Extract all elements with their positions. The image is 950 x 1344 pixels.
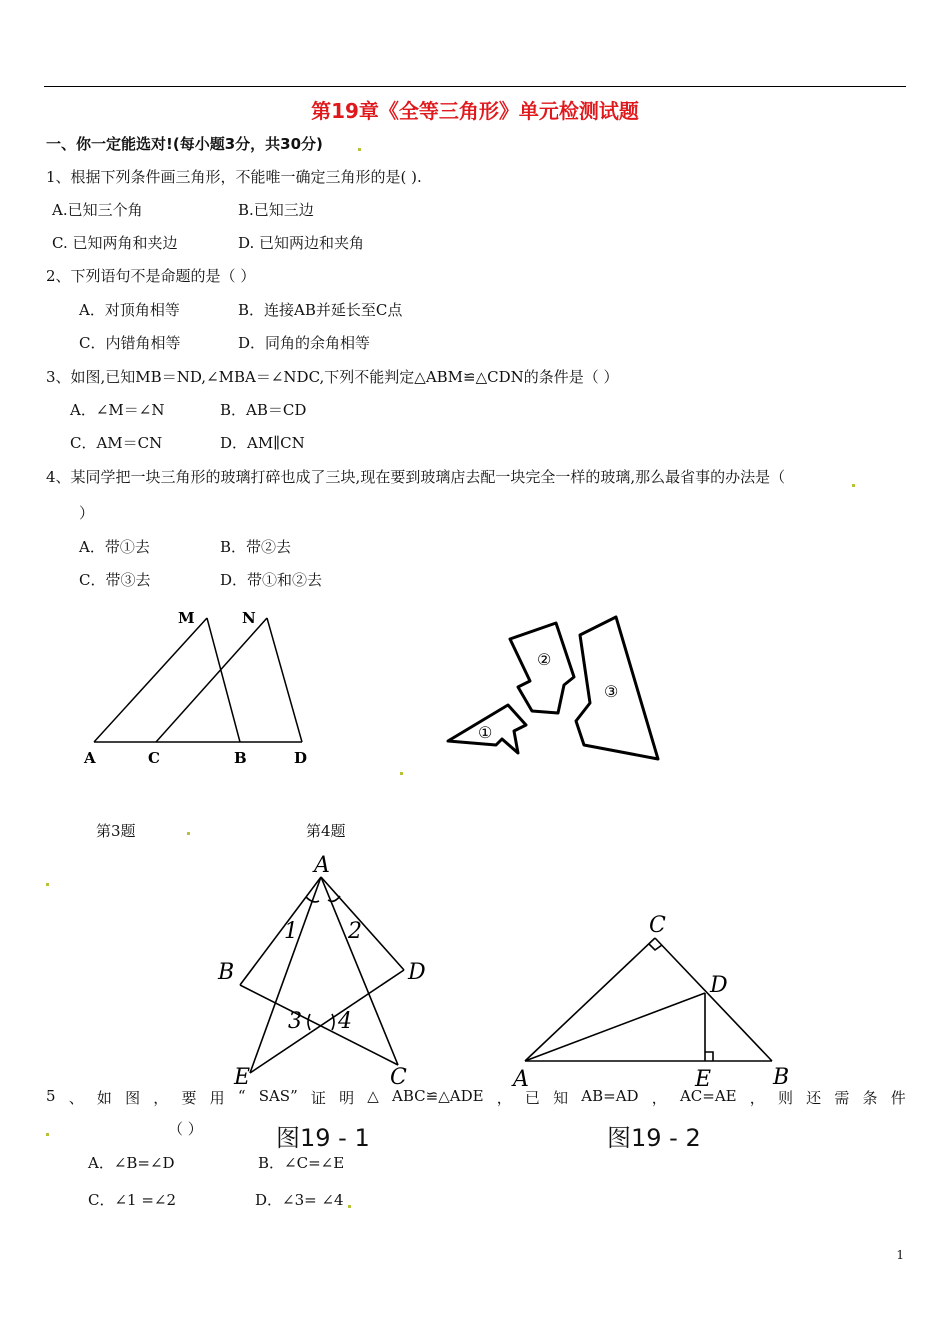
figure-q3 [80,605,330,775]
q5-char: ， [651,1089,667,1107]
q5-char: ， [153,1089,169,1107]
question-3-stem: 3、如图,已知MB＝ND,∠MBA＝∠NDC,下列不能判定△ABM≌△CDN的条件是（ ） [46,368,619,386]
label-a: A [84,749,96,767]
speck [46,883,49,886]
q2-option-a: A．对顶角相等 [79,301,180,319]
question-5-stem-cont: （ ） [168,1120,203,1138]
q5-char: 已 [524,1089,540,1107]
q5-char: 如 [96,1089,112,1107]
top-rule [44,86,906,87]
label-n: N [242,609,256,627]
label-angle-2: 2 [348,919,362,944]
q3-option-c: C．AM＝CN [70,434,163,452]
q5-char: 还 [806,1089,822,1107]
q2-option-c: C．内错角相等 [79,334,181,352]
q5-char: △ [367,1087,379,1105]
q5-char: ， [496,1089,512,1107]
q4-option-b: B．带②去 [220,538,292,556]
speck [348,1205,351,1208]
q5-char: 5 [46,1087,56,1105]
q1-option-b: B.已知三边 [238,201,314,219]
label-e: E [695,1067,712,1088]
label-d: D [408,960,426,985]
q5-char: “ [237,1087,246,1105]
speck [852,484,855,487]
speck [187,832,190,835]
q5-char: SAS” [258,1087,298,1105]
figure-q4 [440,605,670,780]
label-angle-4: 4 [338,1009,352,1034]
label-piece-2: ② [537,650,552,669]
speck [46,1133,49,1136]
q2-option-b: B．连接AB并延长至C点 [238,301,403,319]
speck [358,148,361,151]
caption-fig19-1: 图19 - 1 [276,1124,370,1152]
q3-option-d: D．AM∥CN [220,434,305,452]
q5-char: 需 [834,1089,850,1107]
label-a: A [314,853,330,878]
q5-option-b: B．∠C=∠E [258,1154,345,1172]
q5-char: AC=AE [679,1087,737,1105]
label-b: B [218,960,235,985]
label-c: C [148,749,160,767]
q5-char: ， [749,1089,765,1107]
page-title: 第19章《全等三角形》单元检测试题 [311,99,639,123]
section-heading: 一、你一定能选对!(每小题3分，共30分) [46,135,323,153]
label-d: D [294,749,308,767]
q5-char: 、 [68,1089,84,1107]
label-piece-3: ③ [604,682,619,701]
q5-option-d: D．∠3= ∠4 [255,1191,344,1209]
question-2-stem: 2、下列语句不是命题的是（ ） [46,267,256,285]
q5-char: 件 [890,1089,906,1107]
q5-char: 证 [310,1089,326,1107]
q5-char: 条 [862,1089,878,1107]
question-4-stem-cont: ） [79,504,95,522]
label-a: A [513,1067,529,1088]
speck [400,772,403,775]
question-4-stem: 4、某同学把一块三角形的玻璃打碎也成了三块,现在要到玻璃店去配一块完全一样的玻璃,那么最省事的办法是（ [46,468,786,486]
label-piece-1: ① [478,723,493,742]
q1-option-c: C. 已知两角和夹边 [52,234,178,252]
q4-option-d: D．带①和②去 [220,571,323,589]
label-angle-1: 1 [284,919,298,944]
figure-19-1 [210,852,440,1092]
label-c: C [649,913,666,938]
q4-option-c: C．带③去 [79,571,151,589]
q5-option-a: A．∠B=∠D [88,1154,175,1172]
label-m: M [178,609,195,627]
figure-19-2 [505,908,805,1088]
q5-char: 知 [553,1089,569,1107]
q5-char: 则 [777,1089,793,1107]
q4-option-a: A．带①去 [79,538,150,556]
question-5-stem [46,1087,906,1108]
caption-fig19-2: 图19 - 2 [607,1124,701,1152]
label-c: C [390,1065,407,1090]
q1-option-d: D. 已知两边和夹角 [238,234,365,252]
label-e: E [234,1065,251,1090]
label-b: B [234,749,247,767]
q5-char: 图 [125,1089,141,1107]
q5-char: 要 [181,1089,197,1107]
label-angle-3: 3 [288,1009,302,1034]
q3-option-b: B．AB＝CD [220,401,307,419]
q5-option-c: C．∠1 =∠2 [88,1191,177,1209]
q3-option-a: A．∠M＝∠N [70,401,165,419]
q1-option-a: A.已知三个角 [52,201,143,219]
page-number: 1 [896,1248,904,1262]
caption-fig4: 第4题 [306,822,346,840]
caption-fig3: 第3题 [96,822,136,840]
q2-option-d: D．同角的余角相等 [238,334,371,352]
q5-char: 明 [339,1089,355,1107]
question-1-stem: 1、根据下列条件画三角形，不能唯一确定三角形的是( ). [46,168,422,186]
q5-char: ABC≌△ADE [392,1087,484,1105]
q5-char: 用 [209,1089,225,1107]
label-b: B [773,1065,790,1088]
q5-char: AB=AD [581,1087,639,1105]
label-d: D [710,973,728,998]
